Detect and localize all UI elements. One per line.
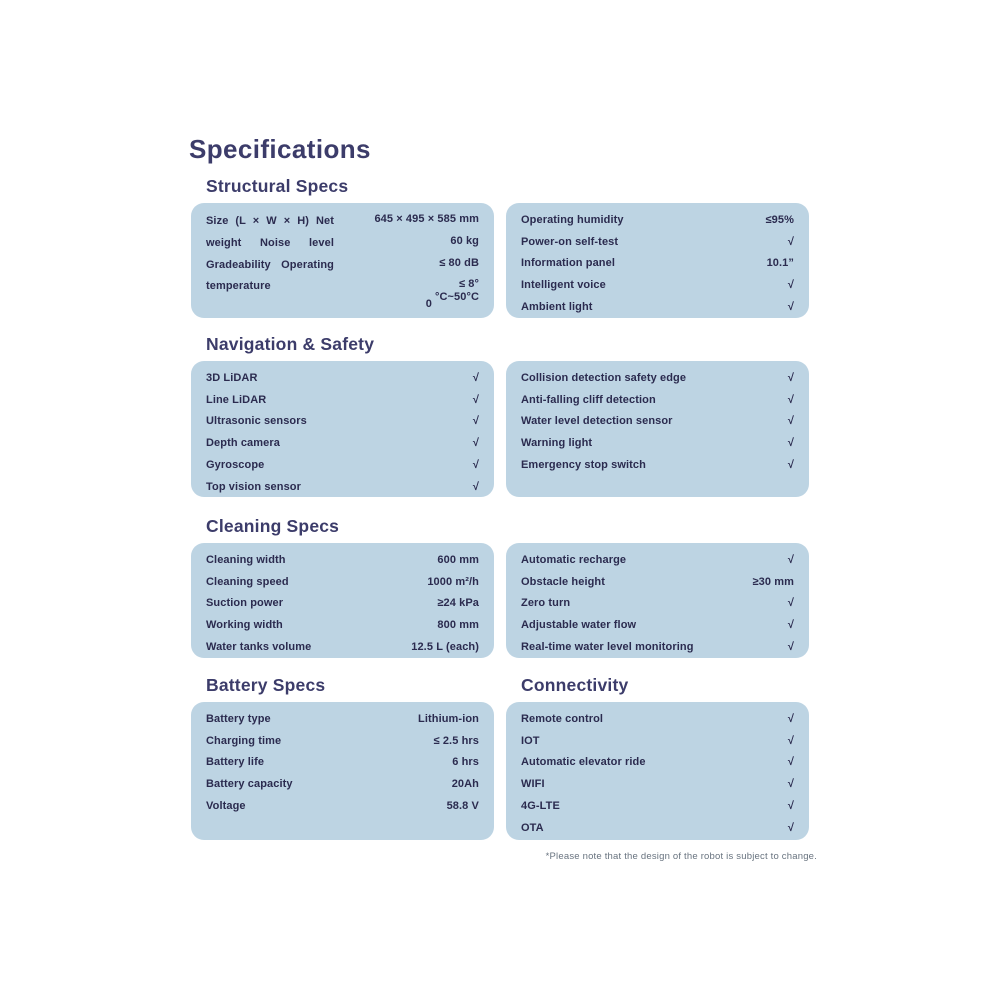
spec-label: Ultrasonic sensors	[206, 415, 307, 428]
spec-value: √	[472, 437, 479, 450]
spec-label: Water level detection sensor	[521, 415, 673, 428]
spec-value: √	[787, 279, 794, 292]
spec-value: ≥30 mm	[752, 575, 794, 588]
spec-value: √	[787, 459, 794, 472]
spec-row	[206, 454, 479, 476]
battery-card	[191, 702, 494, 840]
spec-row	[206, 730, 479, 752]
spec-value: √	[787, 712, 794, 725]
spec-label: Power-on self-test	[521, 235, 619, 248]
spec-label: Voltage	[206, 800, 246, 813]
spec-value: √	[787, 437, 794, 450]
spec-row	[521, 752, 794, 774]
spec-label: Battery life	[206, 756, 265, 769]
spec-label: Anti-falling cliff detection	[521, 393, 656, 406]
spec-value-temperature	[334, 291, 479, 311]
structural-value-column	[334, 209, 479, 311]
spec-label: Automatic recharge	[521, 553, 627, 566]
structural-right-card	[506, 203, 809, 318]
spec-label: Cleaning speed	[206, 575, 289, 588]
spec-label: Collision detection safety edge	[521, 371, 687, 384]
page-title: Specifications	[189, 134, 371, 164]
structural-label-column	[206, 211, 334, 304]
spec-value: √	[472, 480, 479, 493]
spec-label: Zero turn	[521, 597, 571, 610]
spec-row	[521, 274, 794, 296]
spec-row	[206, 367, 479, 389]
spec-value: √	[787, 800, 794, 813]
spec-value: √	[787, 619, 794, 632]
spec-row	[521, 795, 794, 817]
spec-row	[521, 773, 794, 795]
spec-row	[206, 411, 479, 433]
spec-label: Top vision sensor	[206, 480, 302, 493]
spec-label: Ambient light	[521, 301, 593, 314]
spec-row	[521, 389, 794, 411]
spec-value: ≤ 80 dB	[439, 256, 479, 269]
cleaning-right-card	[506, 543, 809, 658]
spec-value: ≤95%	[765, 213, 794, 226]
design-change-footnote: *Please note that the design of the robot is subject to change.	[545, 851, 817, 862]
spec-label: Cleaning width	[206, 553, 286, 566]
spec-label: weight Noise level	[206, 236, 334, 249]
spec-label: 3D LiDAR	[206, 371, 258, 384]
spec-label: temperature	[206, 280, 271, 293]
spec-label: Working width	[206, 619, 283, 632]
spec-row	[206, 773, 479, 795]
spec-row	[521, 454, 794, 476]
spec-label: Battery capacity	[206, 778, 293, 791]
structural-left-card	[191, 203, 494, 318]
spec-row	[521, 549, 794, 571]
spec-value: 600 mm	[437, 553, 479, 566]
spec-label: Suction power	[206, 597, 284, 610]
spec-label: Water tanks volume	[206, 641, 312, 654]
spec-label: Intelligent voice	[521, 279, 606, 292]
spec-value: ≤ 2.5 hrs	[433, 734, 479, 747]
spec-label: Remote control	[521, 712, 604, 725]
spec-row	[206, 795, 479, 817]
spec-row	[206, 636, 479, 658]
spec-label: Gyroscope	[206, 459, 265, 472]
spec-row	[521, 411, 794, 433]
spec-value: 58.8 V	[446, 800, 479, 813]
spec-label: Emergency stop switch	[521, 459, 646, 472]
spec-label: Battery type	[206, 712, 271, 725]
spec-label: Depth camera	[206, 437, 280, 450]
spec-row	[206, 571, 479, 593]
spec-value: √	[787, 778, 794, 791]
spec-row	[521, 593, 794, 615]
spec-row	[521, 708, 794, 730]
temp-range: °C~50°C	[434, 291, 479, 304]
spec-row	[521, 614, 794, 636]
spec-row	[206, 614, 479, 636]
section-heading-navigation: Navigation & Safety	[206, 334, 375, 354]
spec-label: Warning light	[521, 437, 593, 450]
spec-value: √	[787, 415, 794, 428]
section-heading-battery: Battery Specs	[206, 675, 326, 695]
spec-row	[206, 708, 479, 730]
spec-value: 20Ah	[451, 778, 479, 791]
section-heading-structural: Structural Specs	[206, 176, 349, 196]
spec-value: √	[472, 459, 479, 472]
spec-label: Gradeability Operating	[206, 258, 334, 271]
spec-value: √	[787, 597, 794, 610]
spec-value: √	[787, 734, 794, 747]
spec-value: √	[787, 641, 794, 654]
spec-value: 800 mm	[437, 619, 479, 632]
spec-label: Automatic elevator ride	[521, 756, 646, 769]
structural-left-columns	[206, 209, 479, 311]
spec-value: √	[787, 371, 794, 384]
spec-label: Information panel	[521, 257, 615, 270]
spec-value: Lithium-ion	[418, 712, 479, 725]
navigation-left-card	[191, 361, 494, 497]
spec-value: √	[787, 301, 794, 314]
navigation-right-card	[506, 361, 809, 497]
cleaning-left-card	[191, 543, 494, 658]
spec-value: 10.1”	[766, 257, 794, 270]
spec-label: Operating humidity	[521, 213, 624, 226]
spec-value: ≥24 kPa	[437, 597, 479, 610]
spec-label: WIFI	[521, 778, 545, 791]
spec-row	[521, 730, 794, 752]
spec-value: √	[787, 756, 794, 769]
spec-value: 645 × 495 × 585 mm	[374, 213, 479, 225]
spec-value: √	[472, 371, 479, 384]
spec-row	[206, 476, 479, 498]
spec-row	[521, 367, 794, 389]
spec-row	[521, 432, 794, 454]
spec-label: IOT	[521, 734, 540, 747]
spec-value: 6 hrs	[452, 756, 479, 769]
spec-row	[521, 636, 794, 658]
spec-row	[521, 253, 794, 275]
spec-value: √	[472, 393, 479, 406]
spec-label: 4G-LTE	[521, 800, 560, 813]
section-heading-cleaning: Cleaning Specs	[206, 516, 340, 536]
spec-row	[206, 593, 479, 615]
spec-label: Size (L × W × H) Net	[206, 215, 334, 227]
spec-value: 1000 m²/h	[427, 575, 479, 588]
spec-value: √	[787, 235, 794, 248]
spec-row	[521, 231, 794, 253]
spec-label: Real-time water level monitoring	[521, 641, 694, 654]
spec-value: √	[787, 393, 794, 406]
spec-label: Obstacle height	[521, 575, 606, 588]
spec-value: 60 kg	[450, 234, 479, 247]
spec-row	[206, 752, 479, 774]
spec-label: Line LiDAR	[206, 393, 267, 406]
spec-label: Adjustable water flow	[521, 619, 637, 632]
spec-label: Charging time	[206, 734, 282, 747]
spec-row	[521, 571, 794, 593]
spec-value: ≤ 8°	[458, 278, 479, 291]
spec-value: √	[787, 553, 794, 566]
spec-label: OTA	[521, 821, 544, 834]
spec-value: √	[472, 415, 479, 428]
spec-value: √	[787, 821, 794, 834]
spec-row	[206, 389, 479, 411]
spec-row	[521, 296, 794, 318]
spec-row	[206, 549, 479, 571]
temp-zero: 0	[425, 298, 432, 311]
spec-value: 12.5 L (each)	[411, 641, 479, 654]
spec-row	[521, 209, 794, 231]
spec-row	[206, 432, 479, 454]
section-heading-connectivity: Connectivity	[521, 675, 629, 695]
spec-row	[521, 817, 794, 839]
connectivity-card	[506, 702, 809, 840]
